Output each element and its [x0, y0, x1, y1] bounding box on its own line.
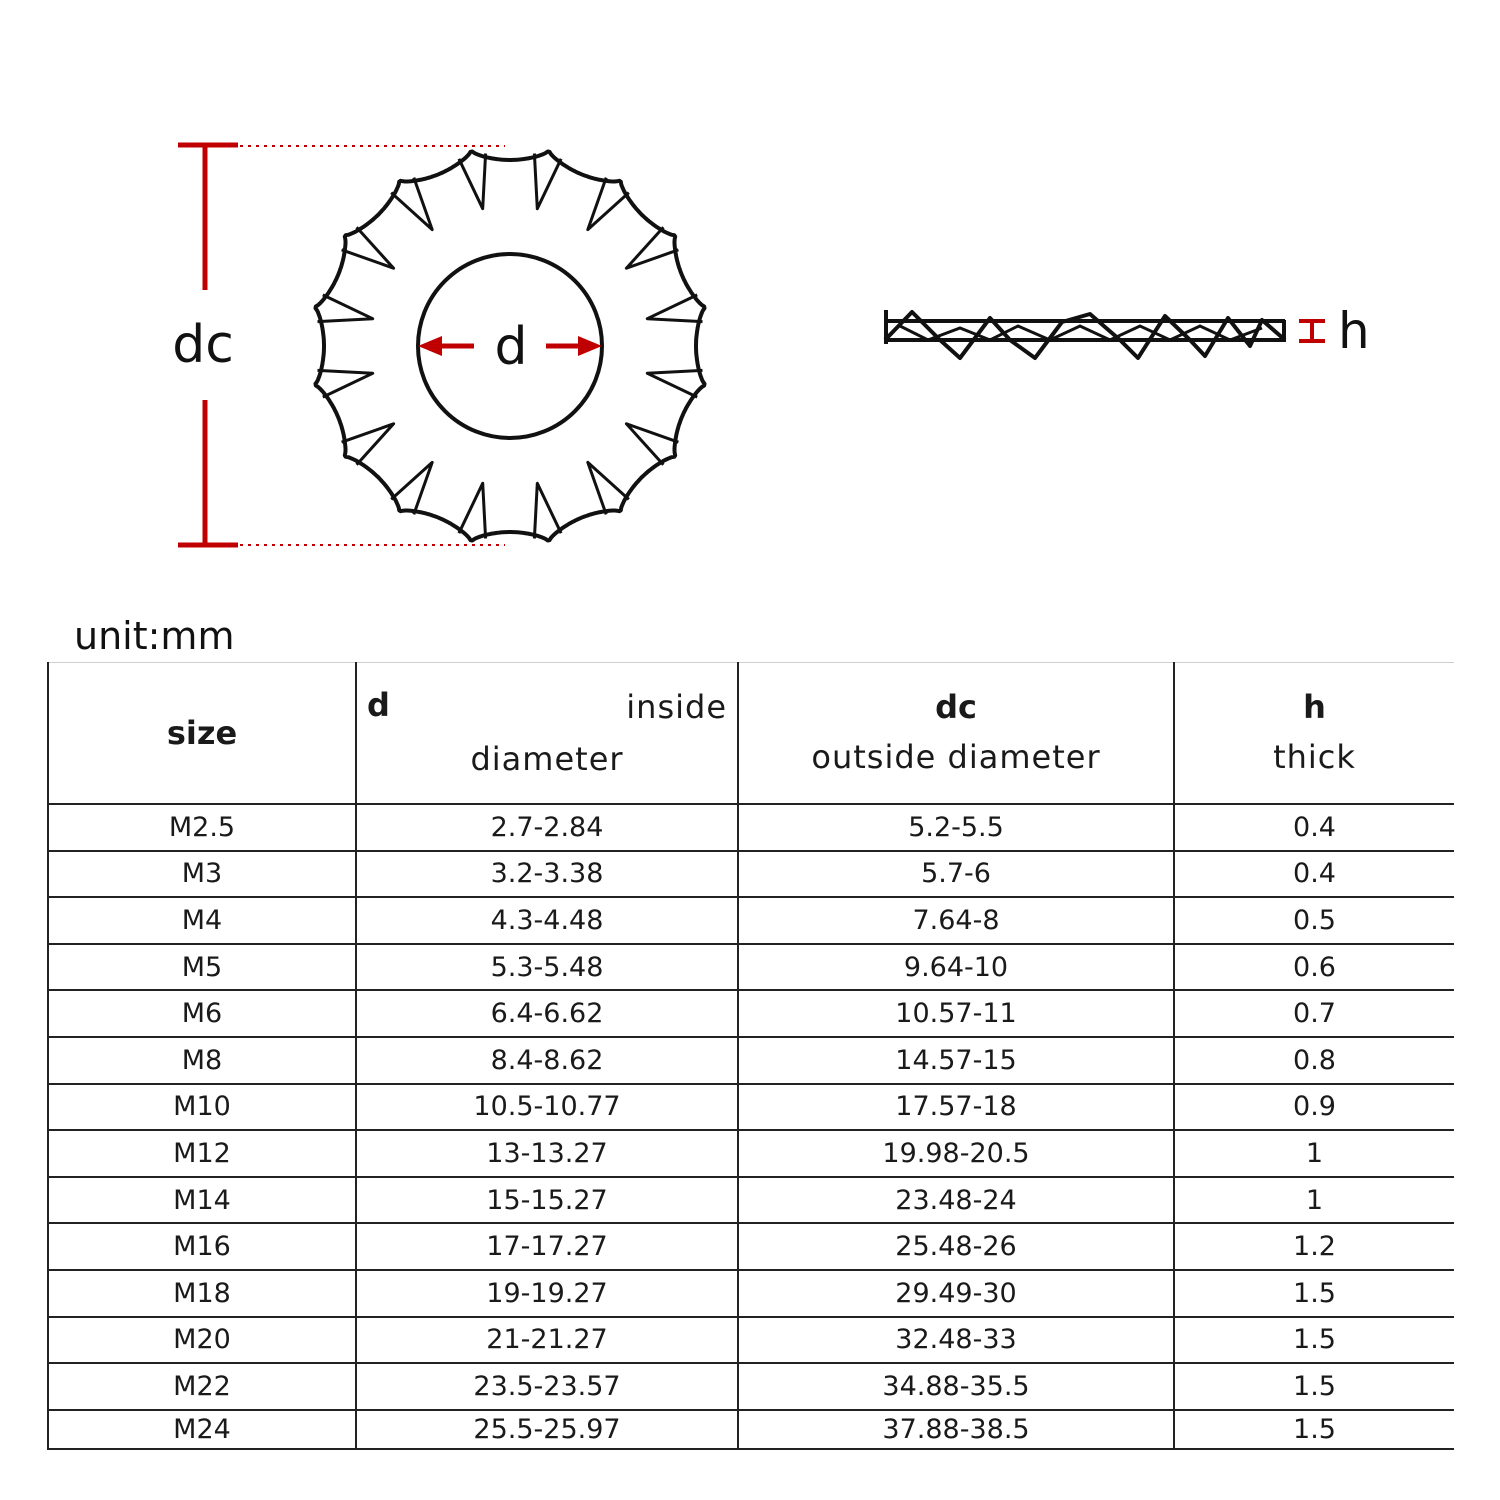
- table-row: [48, 1363, 1454, 1410]
- d-label: d: [494, 317, 528, 377]
- header-inside-diameter: [356, 663, 738, 805]
- inside-diameter-cell: 17-17.27: [356, 1223, 738, 1270]
- inside-diameter-cell: 25.5-25.97: [356, 1410, 738, 1449]
- table-row: [48, 990, 1454, 1037]
- inside-diameter-cell: 5.3-5.48: [356, 944, 738, 991]
- outside-diameter-cell: 7.64-8: [738, 897, 1174, 944]
- header-inside-word: inside: [626, 688, 727, 726]
- thick-cell: 1.5: [1174, 1270, 1454, 1317]
- d-dimension: [418, 317, 602, 377]
- table-row: [48, 851, 1454, 898]
- size-cell: M12: [48, 1130, 356, 1177]
- size-cell: M3: [48, 851, 356, 898]
- outside-diameter-cell: 5.2-5.5: [738, 804, 1174, 851]
- size-cell: M2.5: [48, 804, 356, 851]
- unit-label: unit:mm: [74, 614, 235, 658]
- table-row: [48, 1410, 1454, 1449]
- outside-diameter-cell: 32.48-33: [738, 1317, 1174, 1364]
- header-symbol-h: h: [1303, 688, 1326, 726]
- h-label: h: [1338, 302, 1370, 360]
- thick-cell: 0.8: [1174, 1037, 1454, 1084]
- thick-cell: 1.2: [1174, 1223, 1454, 1270]
- size-cell: M14: [48, 1177, 356, 1224]
- table-row: [48, 1317, 1454, 1364]
- size-cell: M16: [48, 1223, 356, 1270]
- outside-diameter-cell: 34.88-35.5: [738, 1363, 1174, 1410]
- thick-cell: 0.5: [1174, 897, 1454, 944]
- outside-diameter-cell: 5.7-6: [738, 851, 1174, 898]
- washer-drawing: [0, 0, 1500, 600]
- thick-cell: 1: [1174, 1130, 1454, 1177]
- size-cell: M10: [48, 1084, 356, 1131]
- header-diameter-word: diameter: [470, 740, 624, 778]
- washer-side-view: [885, 310, 1285, 358]
- header-thick: h thick: [1174, 663, 1454, 805]
- outside-diameter-cell: 10.57-11: [738, 990, 1174, 1037]
- size-cell: M8: [48, 1037, 356, 1084]
- h-dimension: [1299, 302, 1370, 360]
- size-cell: M18: [48, 1270, 356, 1317]
- inside-diameter-cell: 13-13.27: [356, 1130, 738, 1177]
- thick-cell: 0.9: [1174, 1084, 1454, 1131]
- inside-diameter-cell: 3.2-3.38: [356, 851, 738, 898]
- thick-cell: 1.5: [1174, 1410, 1454, 1449]
- outside-diameter-cell: 17.57-18: [738, 1084, 1174, 1131]
- header-outside-diameter: dc outside diameter: [738, 663, 1174, 805]
- size-cell: M22: [48, 1363, 356, 1410]
- size-cell: M24: [48, 1410, 356, 1449]
- inside-diameter-cell: 19-19.27: [356, 1270, 738, 1317]
- inside-diameter-cell: 21-21.27: [356, 1317, 738, 1364]
- size-cell: M5: [48, 944, 356, 991]
- header-symbol-dc: dc: [935, 688, 977, 726]
- inside-diameter-cell: 6.4-6.62: [356, 990, 738, 1037]
- header-size: size: [48, 663, 356, 805]
- thick-cell: 1.5: [1174, 1363, 1454, 1410]
- outside-diameter-cell: 19.98-20.5: [738, 1130, 1174, 1177]
- outside-diameter-cell: 23.48-24: [738, 1177, 1174, 1224]
- size-cell: M20: [48, 1317, 356, 1364]
- thick-cell: 0.4: [1174, 804, 1454, 851]
- header-symbol-d: d: [367, 686, 390, 724]
- dc-label: dc: [172, 315, 234, 375]
- table-row: [48, 804, 1454, 851]
- table-header-row: [48, 663, 1454, 805]
- inside-diameter-cell: 4.3-4.48: [356, 897, 738, 944]
- inside-diameter-cell: 8.4-8.62: [356, 1037, 738, 1084]
- outside-diameter-cell: 37.88-38.5: [738, 1410, 1174, 1449]
- table-row: [48, 1037, 1454, 1084]
- thick-cell: 0.7: [1174, 990, 1454, 1037]
- outside-diameter-cell: 14.57-15: [738, 1037, 1174, 1084]
- inside-diameter-cell: 23.5-23.57: [356, 1363, 738, 1410]
- table-row: [48, 1223, 1454, 1270]
- inside-diameter-cell: 15-15.27: [356, 1177, 738, 1224]
- table-row: [48, 897, 1454, 944]
- table-row: [48, 1130, 1454, 1177]
- table-row: [48, 1177, 1454, 1224]
- thick-cell: 0.4: [1174, 851, 1454, 898]
- size-cell: M6: [48, 990, 356, 1037]
- outside-diameter-cell: 25.48-26: [738, 1223, 1174, 1270]
- spec-table: [47, 662, 1454, 1450]
- inside-diameter-cell: 2.7-2.84: [356, 804, 738, 851]
- thick-cell: 1: [1174, 1177, 1454, 1224]
- table-row: [48, 1270, 1454, 1317]
- table-row: [48, 944, 1454, 991]
- spec-table-body: [48, 804, 1454, 1449]
- outside-diameter-cell: 9.64-10: [738, 944, 1174, 991]
- outside-diameter-cell: 29.49-30: [738, 1270, 1174, 1317]
- thick-cell: 1.5: [1174, 1317, 1454, 1364]
- size-cell: M4: [48, 897, 356, 944]
- thick-cell: 0.6: [1174, 944, 1454, 991]
- table-row: [48, 1084, 1454, 1131]
- inside-diameter-cell: 10.5-10.77: [356, 1084, 738, 1131]
